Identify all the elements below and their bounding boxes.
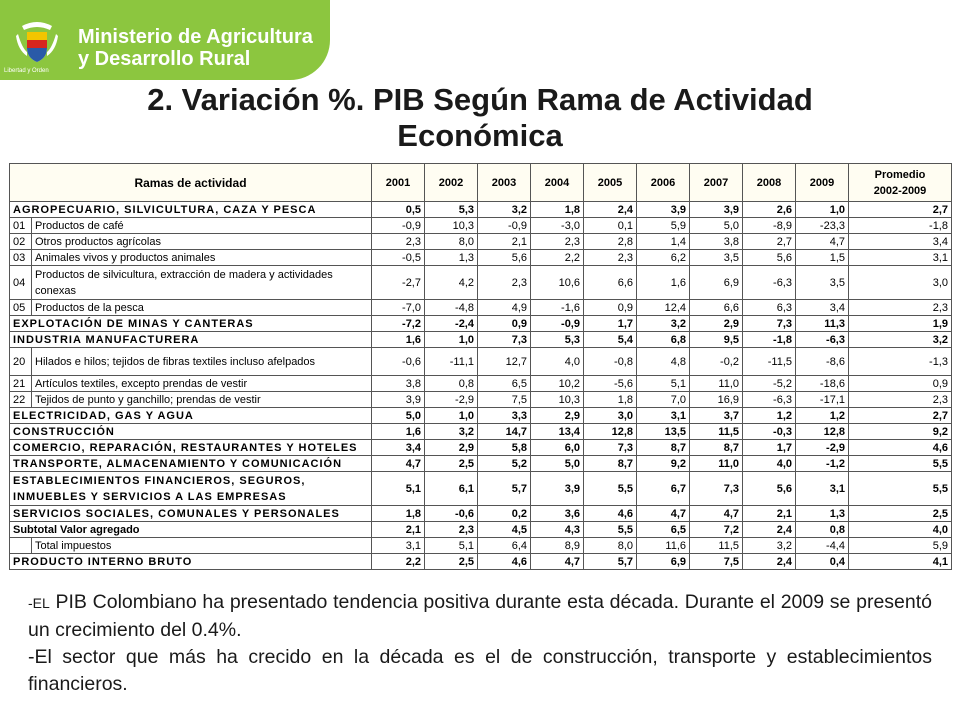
row-value: -0,9 [478, 218, 531, 234]
row-label: AGROPECUARIO, SILVICULTURA, CAZA Y PESCA [10, 202, 372, 218]
row-value: 3,9 [531, 472, 584, 506]
row-value: -0,6 [425, 506, 478, 522]
row-code: 03 [10, 250, 32, 266]
table-row [10, 250, 952, 266]
row-value: 7,0 [637, 392, 690, 408]
row-value: 1,7 [743, 440, 796, 456]
table-row [10, 440, 952, 456]
row-label: CONSTRUCCIÓN [10, 424, 372, 440]
row-value: 5,8 [478, 440, 531, 456]
table-row [10, 300, 952, 316]
header-row [10, 164, 952, 202]
row-value: 5,5 [584, 472, 637, 506]
notes [28, 589, 932, 698]
row-value: 1,8 [531, 202, 584, 218]
row-value: -8,6 [796, 348, 849, 376]
row-value: -6,3 [743, 266, 796, 300]
row-value: -5,2 [743, 376, 796, 392]
row-value: 8,7 [584, 456, 637, 472]
row-value: 12,4 [637, 300, 690, 316]
row-label: Productos de silvicultura, extracción de madera y actividades conexas [32, 266, 372, 300]
table-header [10, 164, 952, 202]
row-value: 5,0 [690, 218, 743, 234]
row-value: -6,3 [796, 332, 849, 348]
header-year: 2009 [796, 164, 849, 202]
header-year: 2008 [743, 164, 796, 202]
row-value: 11,5 [690, 538, 743, 554]
row-average: 2,7 [849, 202, 952, 218]
row-value: 3,5 [796, 266, 849, 300]
header-promedio-line2: 2002-2009 [873, 184, 927, 197]
row-value: 3,1 [796, 472, 849, 506]
header-year: 2003 [478, 164, 531, 202]
row-value: 8,0 [584, 538, 637, 554]
row-value: 2,6 [743, 202, 796, 218]
table-row [10, 332, 952, 348]
row-code: 05 [10, 300, 32, 316]
row-value: 5,3 [531, 332, 584, 348]
row-value: 4,5 [478, 522, 531, 538]
row-value: 4,9 [478, 300, 531, 316]
row-value: 16,9 [690, 392, 743, 408]
row-value: -0,9 [531, 316, 584, 332]
row-label: Total impuestos [32, 538, 372, 554]
row-value: 5,6 [743, 472, 796, 506]
row-value: 0,2 [478, 506, 531, 522]
row-value: 11,0 [690, 376, 743, 392]
coat-of-arms-icon [12, 18, 62, 68]
row-value: -11,1 [425, 348, 478, 376]
row-value: 4,7 [796, 234, 849, 250]
gdp-variation-table [9, 163, 952, 570]
header-year: 2005 [584, 164, 637, 202]
row-value: 3,7 [690, 408, 743, 424]
row-value: 2,3 [531, 234, 584, 250]
note-text: -El sector que más ha crecido en la década es el de construcción, transporte y establecimientos financieros. [28, 646, 932, 695]
row-average: -1,3 [849, 348, 952, 376]
row-value: 6,7 [637, 472, 690, 506]
row-value: 4,0 [743, 456, 796, 472]
row-code: 01 [10, 218, 32, 234]
row-value: 5,6 [743, 250, 796, 266]
row-label: Subtotal Valor agregado [10, 522, 372, 538]
row-value: 2,9 [425, 440, 478, 456]
row-value: 4,7 [637, 506, 690, 522]
row-value: 2,9 [690, 316, 743, 332]
row-value: 4,8 [637, 348, 690, 376]
header-promedio-line1: Promedio [874, 168, 926, 181]
row-value: -0,6 [372, 348, 425, 376]
row-value: 2,3 [372, 234, 425, 250]
row-value: 6,3 [743, 300, 796, 316]
row-value: 8,0 [425, 234, 478, 250]
ministry-name [78, 26, 313, 70]
row-value: 0,9 [584, 300, 637, 316]
header-year: 2006 [637, 164, 690, 202]
row-label: PRODUCTO INTERNO BRUTO [10, 554, 372, 570]
row-value: 1,7 [584, 316, 637, 332]
row-label: INDUSTRIA MANUFACTURERA [10, 332, 372, 348]
row-average: -1,8 [849, 218, 952, 234]
row-label: ELECTRICIDAD, GAS Y AGUA [10, 408, 372, 424]
row-value: 4,6 [584, 506, 637, 522]
row-value: 7,3 [584, 440, 637, 456]
row-value: 5,0 [531, 456, 584, 472]
table-row [10, 456, 952, 472]
row-value: 1,6 [372, 424, 425, 440]
row-value: 6,9 [637, 554, 690, 570]
table-row [10, 202, 952, 218]
table-row [10, 472, 952, 506]
row-code: 04 [10, 266, 32, 300]
header-year: 2007 [690, 164, 743, 202]
row-value: 0,1 [584, 218, 637, 234]
row-value: 1,2 [796, 408, 849, 424]
row-value: 3,4 [796, 300, 849, 316]
note-lead: -EL [28, 595, 50, 611]
row-value: 0,4 [796, 554, 849, 570]
row-value: 4,3 [531, 522, 584, 538]
row-value: 6,1 [425, 472, 478, 506]
row-value: 2,1 [743, 506, 796, 522]
row-label: SERVICIOS SOCIALES, COMUNALES Y PERSONALES [10, 506, 372, 522]
row-value: 8,7 [637, 440, 690, 456]
row-value: 3,8 [690, 234, 743, 250]
row-average: 1,9 [849, 316, 952, 332]
row-average: 5,5 [849, 472, 952, 506]
row-average: 4,0 [849, 522, 952, 538]
row-value: 1,3 [796, 506, 849, 522]
row-value: -1,6 [531, 300, 584, 316]
header-year: 2001 [372, 164, 425, 202]
row-value: 2,8 [584, 234, 637, 250]
row-label: Artículos textiles, excepto prendas de vestir [32, 376, 372, 392]
row-average: 4,6 [849, 440, 952, 456]
row-value: 1,8 [584, 392, 637, 408]
row-value: 10,3 [425, 218, 478, 234]
row-value: 6,9 [690, 266, 743, 300]
row-value: 2,5 [425, 554, 478, 570]
row-value: 4,6 [478, 554, 531, 570]
row-value: 2,3 [478, 266, 531, 300]
row-value: 2,2 [531, 250, 584, 266]
row-value: 3,1 [372, 538, 425, 554]
row-value: 6,5 [478, 376, 531, 392]
row-value: 1,8 [372, 506, 425, 522]
row-value: 14,7 [478, 424, 531, 440]
row-value: 1,5 [796, 250, 849, 266]
note-paragraph [28, 589, 932, 644]
table-row [10, 218, 952, 234]
row-value: 3,2 [637, 316, 690, 332]
row-label: ESTABLECIMIENTOS FINANCIEROS, SEGUROS, INMUEBLES Y SERVICIOS A LAS EMPRESAS [10, 472, 372, 506]
row-value: 7,3 [690, 472, 743, 506]
row-value: -1,8 [743, 332, 796, 348]
header-promedio [849, 164, 952, 202]
row-label: COMERCIO, REPARACIÓN, RESTAURANTES Y HOTELES [10, 440, 372, 456]
row-value: 1,2 [743, 408, 796, 424]
row-label: EXPLOTACIÓN DE MINAS Y CANTERAS [10, 316, 372, 332]
row-average: 3,1 [849, 250, 952, 266]
row-average: 9,2 [849, 424, 952, 440]
row-value: -8,9 [743, 218, 796, 234]
row-value: 0,8 [796, 522, 849, 538]
row-value: 6,6 [584, 266, 637, 300]
row-value: 1,4 [637, 234, 690, 250]
row-value: -1,2 [796, 456, 849, 472]
row-value: -11,5 [743, 348, 796, 376]
row-value: 8,7 [690, 440, 743, 456]
row-value: 1,3 [425, 250, 478, 266]
table-row [10, 266, 952, 300]
row-average: 5,9 [849, 538, 952, 554]
table-row [10, 538, 952, 554]
row-value: -3,0 [531, 218, 584, 234]
row-value: -2,7 [372, 266, 425, 300]
row-value: 11,6 [637, 538, 690, 554]
row-value: 5,7 [584, 554, 637, 570]
note-paragraph [28, 644, 932, 698]
row-value: 4,7 [531, 554, 584, 570]
header-ramas: Ramas de actividad [10, 164, 372, 202]
row-value: 6,8 [637, 332, 690, 348]
row-label: Productos de café [32, 218, 372, 234]
row-value: 1,6 [372, 332, 425, 348]
row-value: 5,3 [425, 202, 478, 218]
row-value: 11,5 [690, 424, 743, 440]
table-row [10, 424, 952, 440]
row-average: 3,0 [849, 266, 952, 300]
row-code: 21 [10, 376, 32, 392]
row-label: Productos de la pesca [32, 300, 372, 316]
row-value: 3,8 [372, 376, 425, 392]
table-row [10, 392, 952, 408]
table-row [10, 316, 952, 332]
row-average: 2,3 [849, 392, 952, 408]
row-value: 3,4 [372, 440, 425, 456]
row-value: 6,5 [637, 522, 690, 538]
row-value: 13,5 [637, 424, 690, 440]
crest-caption: Libertad y Orden [4, 68, 49, 74]
row-value: 8,9 [531, 538, 584, 554]
row-value: 5,6 [478, 250, 531, 266]
row-value: 1,6 [637, 266, 690, 300]
row-value: 0,8 [425, 376, 478, 392]
row-average: 2,7 [849, 408, 952, 424]
row-value: -0,3 [743, 424, 796, 440]
row-value: 3,2 [425, 424, 478, 440]
row-value: 1,0 [425, 332, 478, 348]
row-code: 20 [10, 348, 32, 376]
row-value: 2,4 [584, 202, 637, 218]
row-value: 13,4 [531, 424, 584, 440]
page-title-line2: Económica [397, 118, 563, 153]
row-value: -6,3 [743, 392, 796, 408]
row-value: -4,8 [425, 300, 478, 316]
row-value: -18,6 [796, 376, 849, 392]
row-average: 0,9 [849, 376, 952, 392]
row-value: -0,8 [584, 348, 637, 376]
ministry-logo-banner [0, 0, 330, 80]
row-value: 2,1 [372, 522, 425, 538]
row-value: 5,1 [372, 472, 425, 506]
row-average: 3,2 [849, 332, 952, 348]
row-value: -2,4 [425, 316, 478, 332]
table-row [10, 522, 952, 538]
row-value: 5,4 [584, 332, 637, 348]
header-year: 2004 [531, 164, 584, 202]
row-value: -17,1 [796, 392, 849, 408]
row-value: 2,5 [425, 456, 478, 472]
row-value: 10,6 [531, 266, 584, 300]
row-value: 3,0 [584, 408, 637, 424]
row-value: 11,3 [796, 316, 849, 332]
row-value: 6,4 [478, 538, 531, 554]
row-value: 2,4 [743, 554, 796, 570]
row-value: 7,5 [478, 392, 531, 408]
row-value: 2,3 [584, 250, 637, 266]
table-row [10, 408, 952, 424]
row-value: -7,2 [372, 316, 425, 332]
row-value: 5,0 [372, 408, 425, 424]
row-value: -23,3 [796, 218, 849, 234]
row-value: 3,3 [478, 408, 531, 424]
row-value: 11,0 [690, 456, 743, 472]
row-value: 7,5 [690, 554, 743, 570]
row-value: 4,0 [531, 348, 584, 376]
row-value: 5,1 [425, 538, 478, 554]
row-value: -4,4 [796, 538, 849, 554]
table-row [10, 234, 952, 250]
row-value: -5,6 [584, 376, 637, 392]
note-text: PIB Colombiano ha presentado tendencia positiva durante esta década. Durante el 2009 se presentó un crecimiento del 0.4%. [28, 591, 932, 641]
row-value: 2,4 [743, 522, 796, 538]
row-value: 10,2 [531, 376, 584, 392]
row-code [10, 538, 32, 554]
table-row [10, 554, 952, 570]
row-label: Tejidos de punto y ganchillo; prendas de vestir [32, 392, 372, 408]
row-value: 1,0 [425, 408, 478, 424]
row-value: 3,9 [690, 202, 743, 218]
row-value: -7,0 [372, 300, 425, 316]
table-row [10, 506, 952, 522]
row-label: Animales vivos y productos animales [32, 250, 372, 266]
row-value: 3,5 [690, 250, 743, 266]
table-row [10, 348, 952, 376]
row-value: 0,5 [372, 202, 425, 218]
row-average: 4,1 [849, 554, 952, 570]
page-title [0, 82, 960, 154]
row-value: 2,7 [743, 234, 796, 250]
table-row [10, 376, 952, 392]
row-value: -0,2 [690, 348, 743, 376]
row-value: -2,9 [425, 392, 478, 408]
row-value: 3,2 [478, 202, 531, 218]
row-label: Otros productos agrícolas [32, 234, 372, 250]
row-value: 6,0 [531, 440, 584, 456]
row-value: 5,7 [478, 472, 531, 506]
row-value: 9,2 [637, 456, 690, 472]
row-value: 4,7 [690, 506, 743, 522]
row-value: 2,9 [531, 408, 584, 424]
row-value: 12,7 [478, 348, 531, 376]
row-value: 5,1 [637, 376, 690, 392]
row-average: 2,5 [849, 506, 952, 522]
row-value: 2,2 [372, 554, 425, 570]
row-label: TRANSPORTE, ALMACENAMIENTO Y COMUNICACIÓN [10, 456, 372, 472]
header-year: 2002 [425, 164, 478, 202]
row-code: 22 [10, 392, 32, 408]
row-value: 12,8 [796, 424, 849, 440]
row-value: -2,9 [796, 440, 849, 456]
row-value: 6,2 [637, 250, 690, 266]
page-title-line1: 2. Variación %. PIB Según Rama de Actividad [147, 82, 813, 117]
row-average: 2,3 [849, 300, 952, 316]
ministry-name-line2: y Desarrollo Rural [78, 48, 251, 70]
row-value: 1,0 [796, 202, 849, 218]
row-value: 4,7 [372, 456, 425, 472]
table-body [10, 202, 952, 570]
row-value: 2,3 [425, 522, 478, 538]
row-value: 5,5 [584, 522, 637, 538]
row-value: 7,3 [478, 332, 531, 348]
row-value: -0,9 [372, 218, 425, 234]
header [0, 0, 960, 85]
row-value: 12,8 [584, 424, 637, 440]
row-value: 3,1 [637, 408, 690, 424]
row-value: 7,2 [690, 522, 743, 538]
row-value: 2,1 [478, 234, 531, 250]
row-value: -0,5 [372, 250, 425, 266]
row-value: 3,9 [372, 392, 425, 408]
row-value: 3,9 [637, 202, 690, 218]
row-value: 3,2 [743, 538, 796, 554]
row-value: 6,6 [690, 300, 743, 316]
row-value: 4,2 [425, 266, 478, 300]
row-value: 10,3 [531, 392, 584, 408]
row-value: 5,2 [478, 456, 531, 472]
row-value: 9,5 [690, 332, 743, 348]
row-code: 02 [10, 234, 32, 250]
row-average: 5,5 [849, 456, 952, 472]
row-value: 0,9 [478, 316, 531, 332]
row-value: 3,6 [531, 506, 584, 522]
row-value: 5,9 [637, 218, 690, 234]
row-average: 3,4 [849, 234, 952, 250]
row-value: 7,3 [743, 316, 796, 332]
row-label: Hilados e hilos; tejidos de fibras textiles incluso afelpados [32, 348, 372, 376]
ministry-name-line1: Ministerio de Agricultura [78, 26, 313, 48]
